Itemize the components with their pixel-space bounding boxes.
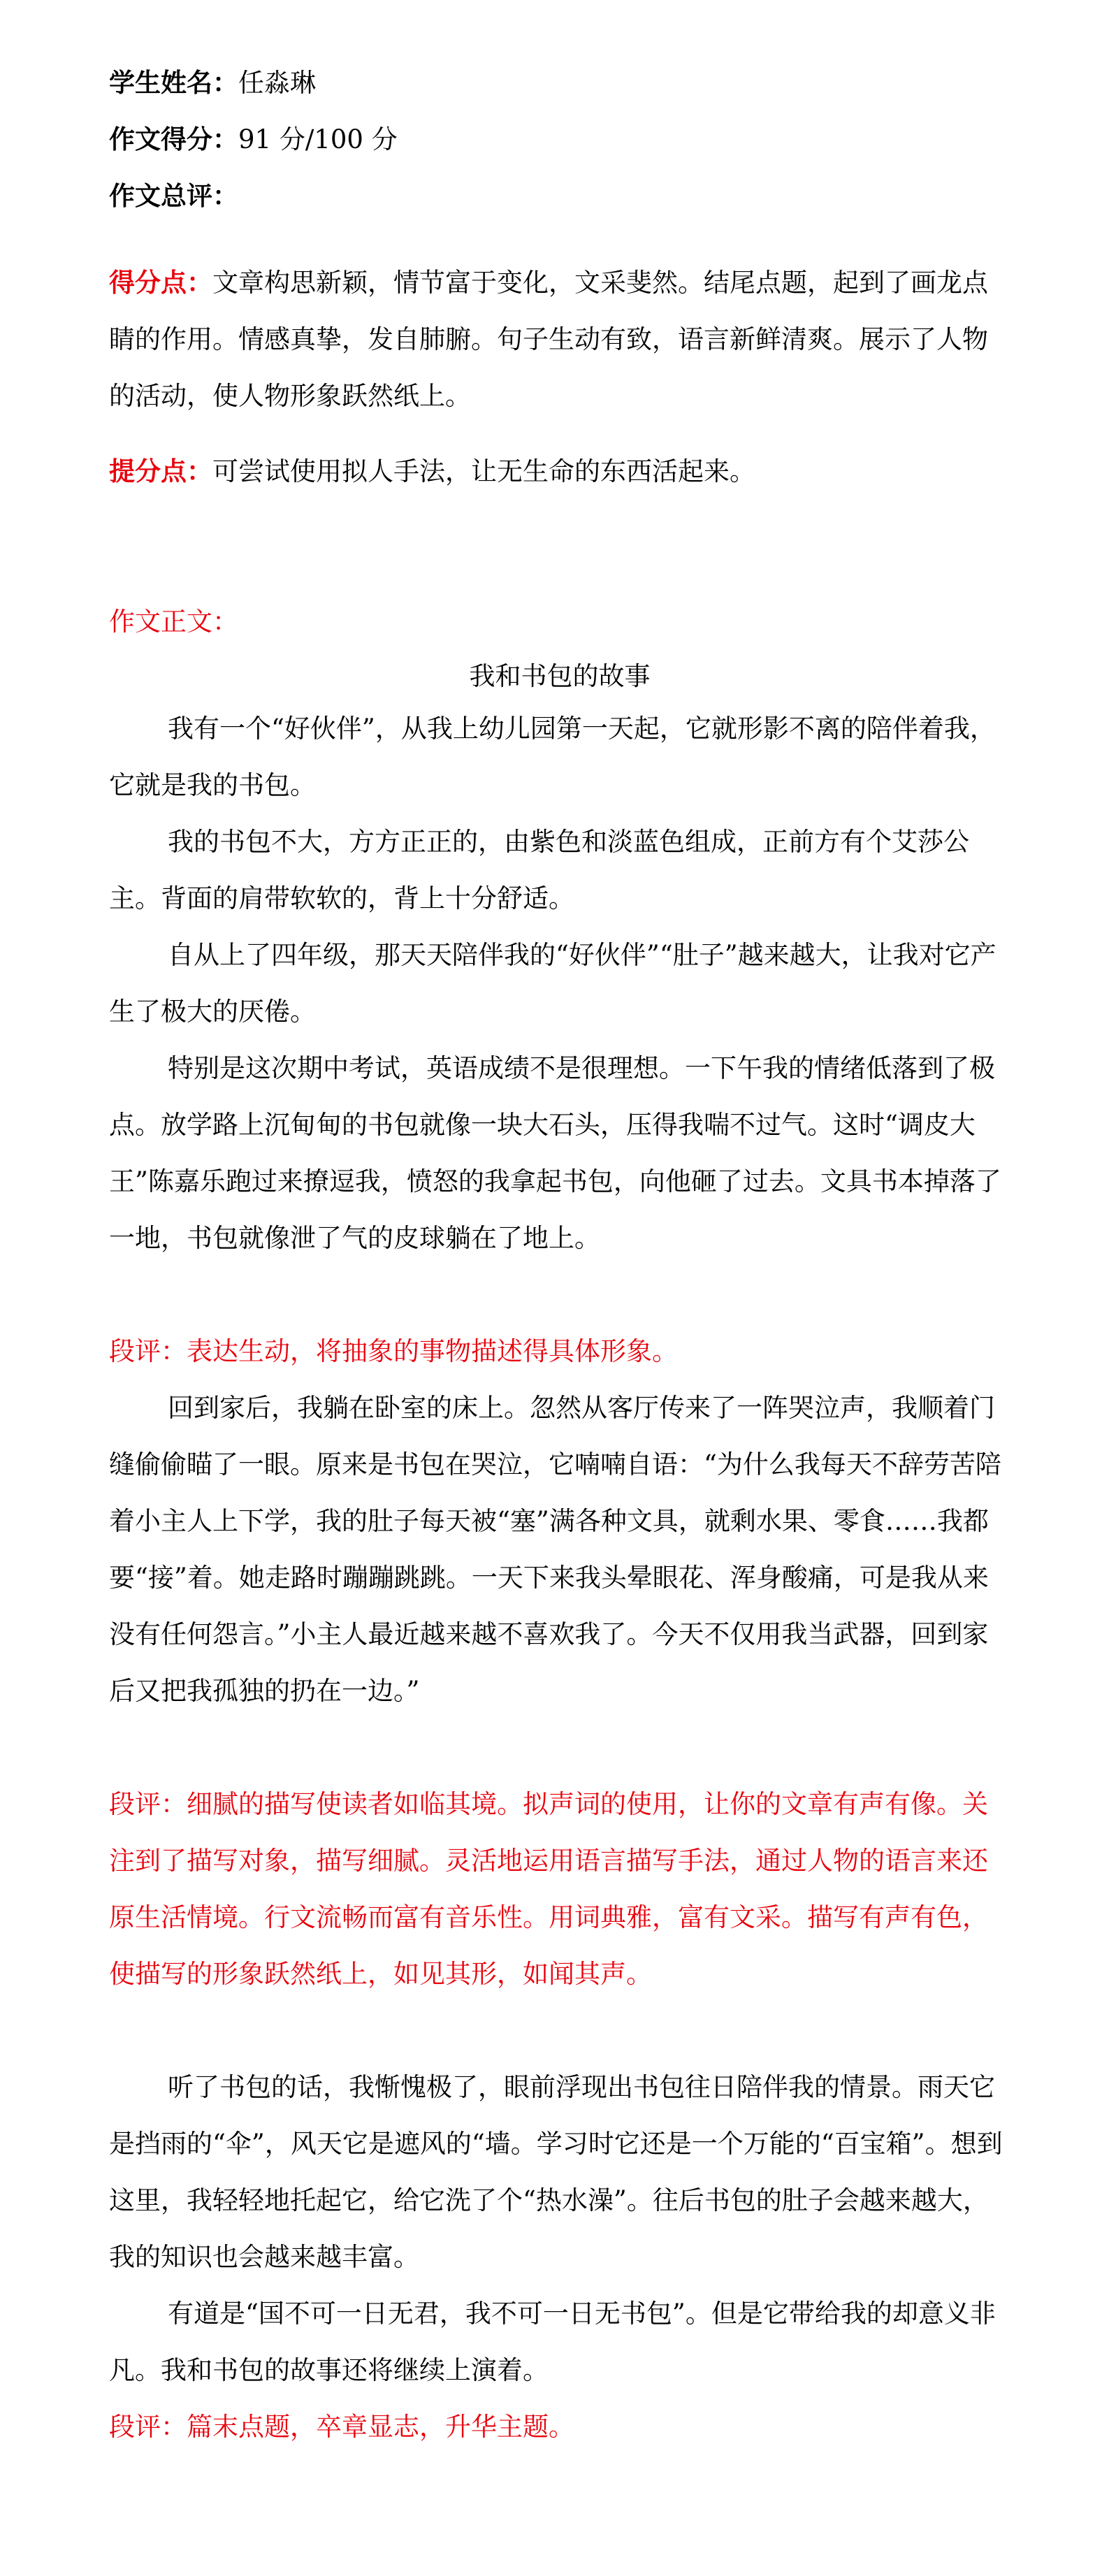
strengths-block	[109, 254, 1010, 424]
score-line	[109, 122, 398, 157]
paragraph-comment-1: 段评：表达生动，将抽象的事物描述得具体形象。	[109, 1336, 678, 1366]
essay-section-label: 作文正文：	[109, 607, 238, 637]
essay-paragraph-6: 听了书包的话，我惭愧极了，眼前浮现出书包往日陪伴我的情景。雨天它是挡雨的“伞”，风天它是遮风的“墙。学习时它还是一个万能的“百宝箱”。想到这里，我轻轻地托起它，给它洗了个“热水澡”。往后书包的肚子会越来越大，我的知识也会越来越丰富。	[109, 2072, 1003, 2272]
essay-paragraph-1: 我有一个“好伙伴”，从我上幼儿园第一天起，它就形影不离的陪伴着我，它就是我的书包。	[109, 714, 996, 800]
student-name-line	[109, 66, 316, 100]
score-label: 作文得分：	[109, 124, 238, 154]
paragraph-comment-2: 段评：细腻的描写使读者如临其境。拟声词的使用，让你的文章有声有像。关注到了描写对象，描写细腻。灵活地运用语言描写手法，通过人物的语言来还原生活情境。行文流畅而富有音乐性。用词典雅，富有文采。描写有声有色，使描写的形象跃然纸上，如见其形，如闻其声。	[109, 1789, 988, 1989]
overall-review-line	[109, 179, 238, 213]
essay-paragraph-7: 有道是“国不可一日无君，我不可一日无书包”。但是它带给我的却意义非凡。我和书包的故事还将继续上演着。	[109, 2299, 996, 2385]
improve-text: 可尝试使用拟人手法，让无生命的东西活起来。	[212, 456, 755, 486]
overall-review-label: 作文总评：	[109, 180, 238, 211]
student-name: 任淼琳	[238, 68, 316, 98]
paragraph-comment-3: 段评：篇末点题，卒章显志，升华主题。	[109, 2412, 574, 2442]
improve-label: 提分点：	[109, 456, 212, 486]
essay-paragraph-4: 特别是这次期中考试，英语成绩不是很理想。一下午我的情绪低落到了极点。放学路上沉甸甸的书包就像一块大石头，压得我喘不过气。这时“调皮大王”陈嘉乐跑过来撩逗我，愤怒的我拿起书包，向他砸了过去。文具书本掉落了一地，书包就像泄了气的皮球躺在了地上。	[109, 1053, 1001, 1253]
essay-paragraph-5: 回到家后，我躺在卧室的床上。忽然从客厅传来了一阵哭泣声，我顺着门缝偷偷瞄了一眼。原来是书包在哭泣，它喃喃自语：“为什么我每天不辞劳苦陪着小主人上下学，我的肚子每天被“塞”满各种文具，就剩水果、零食……我都要“接”着。她走路时蹦蹦跳跳。一天下来我头晕眼花、浑身酸痛，可是我从来没有任何怨言。”小主人最近越来越不喜欢我了。今天不仅用我当武器，回到家后又把我孤独的扔在一边。”	[109, 1393, 1001, 1706]
score-value: 91 分/100 分	[238, 124, 398, 154]
essay-title: 我和书包的故事	[469, 661, 651, 691]
strengths-text: 文章构思新颖，情节富于变化，文采斐然。结尾点题，起到了画龙点睛的作用。情感真挚，发自肺腑。句子生动有致，语言新鲜清爽。展示了人物的活动，使人物形象跃然纸上。	[109, 268, 988, 411]
improve-block	[109, 443, 1010, 500]
strengths-label: 得分点：	[109, 267, 212, 298]
essay-paragraph-3: 自从上了四年级，那天天陪伴我的“好伙伴”“肚子”越来越大，让我对它产生了极大的厌倦。	[109, 940, 996, 1027]
essay-paragraph-2: 我的书包不大，方方正正的，由紫色和淡蓝色组成，正前方有个艾莎公主。背面的肩带软软的，背上十分舒适。	[109, 827, 969, 913]
student-name-label: 学生姓名：	[109, 67, 238, 98]
